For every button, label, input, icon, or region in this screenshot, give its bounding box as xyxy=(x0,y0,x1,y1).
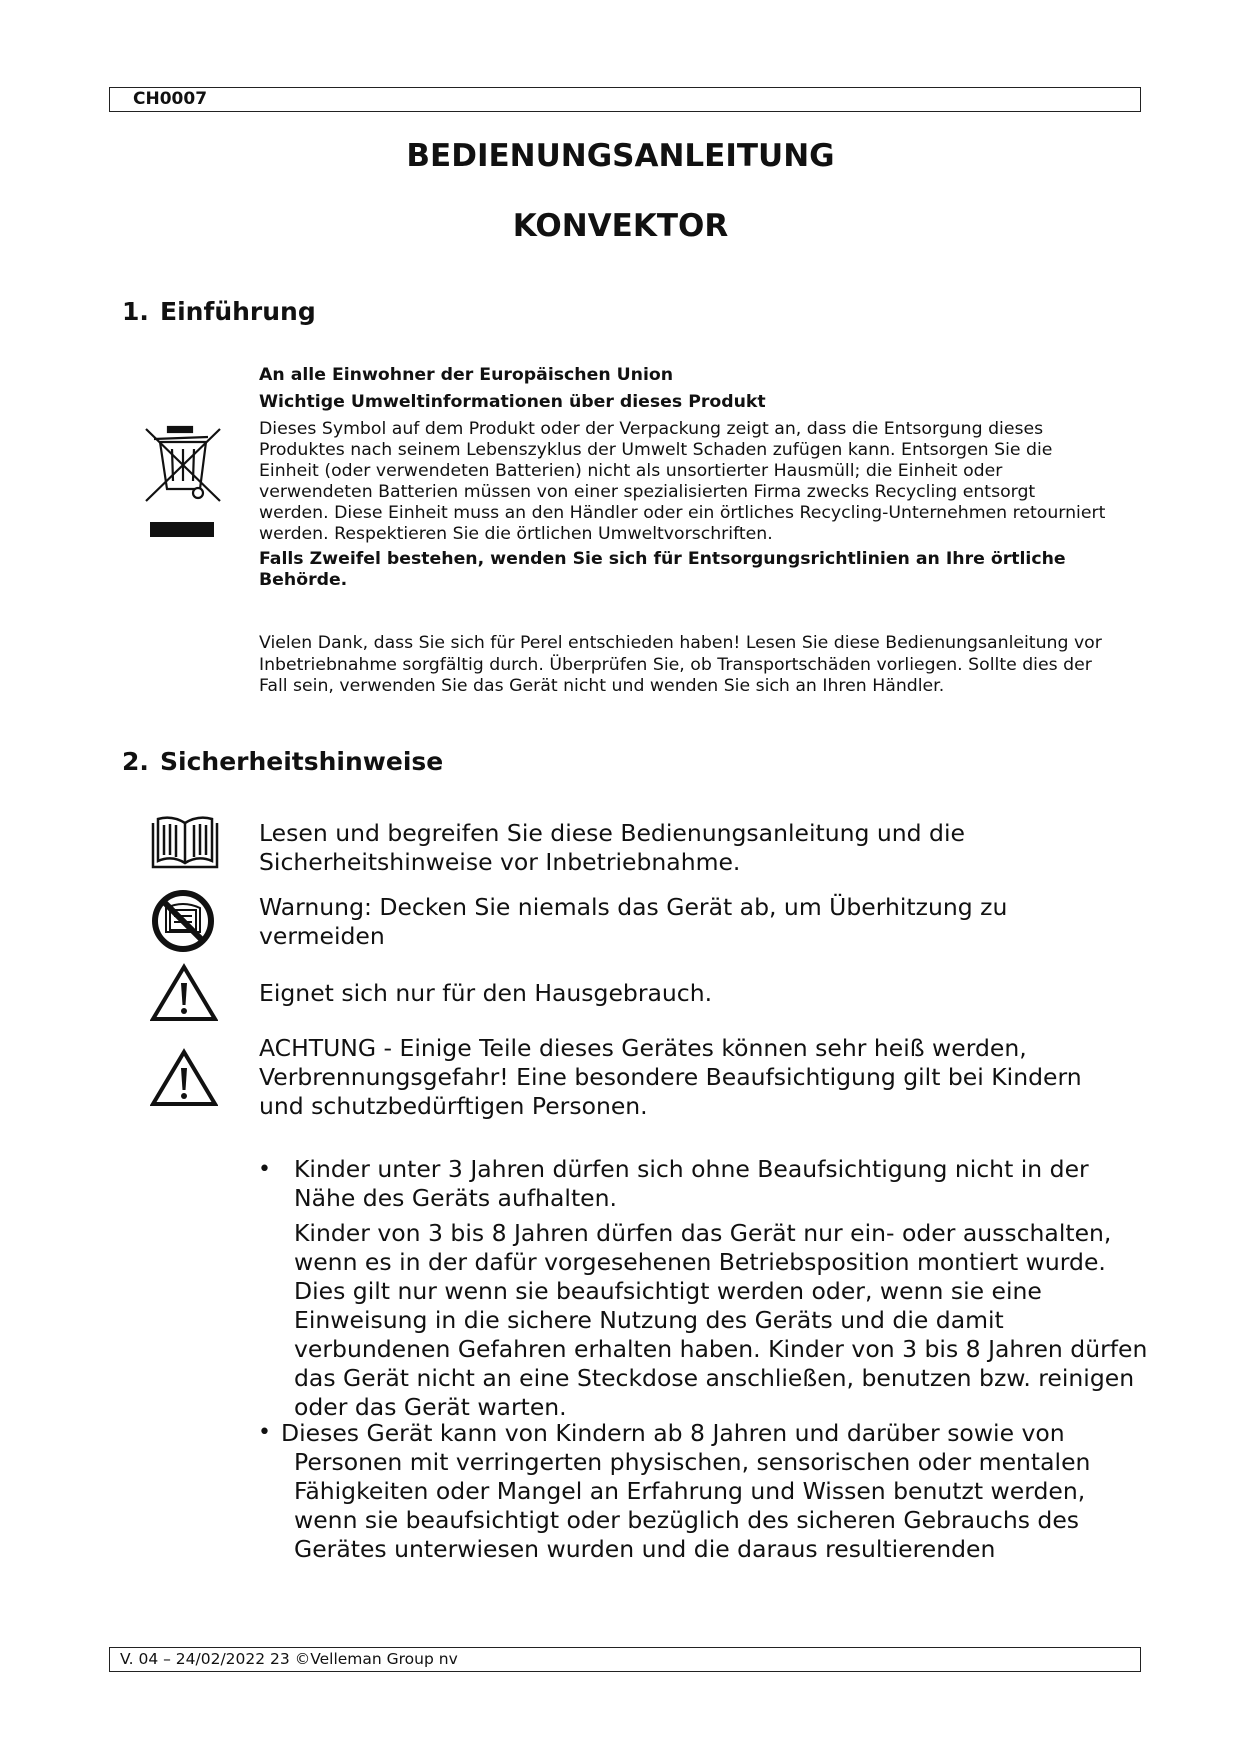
safety-do-not-cover: Warnung: Decken Sie niemals das Gerät ab, um Überhitzung zu vermeiden xyxy=(259,893,1008,950)
footer-version: V. 04 – 24/02/2022 23 ©Velleman Group nv xyxy=(120,1650,458,1668)
intro-block xyxy=(259,365,1109,591)
product-code: CH0007 xyxy=(133,89,208,109)
section-1-title: Einführung xyxy=(160,297,316,326)
section-1-heading xyxy=(122,297,316,326)
bullet-marker: • xyxy=(258,1420,271,1445)
section-2-title: Sicherheitshinweise xyxy=(160,747,444,776)
section-2-heading xyxy=(122,747,443,776)
intro-authority-note: Falls Zweifel bestehen, wenden Sie sich für Entsorgungsrichtlinien an Ihre örtliche Behörde. xyxy=(259,549,1066,590)
header-box xyxy=(109,87,1141,112)
bullet-children-over-8-rest: Personen mit verringerten physischen, sensorischen oder mentalen Fähigkeiten oder Mangel an Erfahrung und Wissen benutzt werden, wenn sie beaufsichtigt oder bezüglich des sicheren Gebrauchs des Gerätes unterwiesen wurden und die daraus resultierenden xyxy=(294,1448,1091,1563)
thanks-paragraph: Vielen Dank, dass Sie sich für Perel entschieden haben! Lesen Sie diese Bedienungsanleitung vor Inbetriebnahme sorgfältig durch. Überprüfen Sie, ob Transportschäden vorliegen. Sollte dies der Fall sein, verwenden Sie das Gerät nicht und wenden Sie sich an Ihren Händler. xyxy=(259,633,1102,696)
warning-triangle-icon xyxy=(150,1048,218,1112)
intro-paragraph: Dieses Symbol auf dem Produkt oder der Verpackung zeigt an, dass die Entsorgung dieses Produktes nach seinem Lebenszyklus der Umwelt Schaden zufügen kann. Entsorgen Sie die Einheit (oder verwendeten Batterien) nicht als unsortierter Hausmüll; die Einheit oder verwendeten Batterien müssen von einer spezialisierten Firma zwecks Recycling entsorgt werden. Diese Einheit muss an den Händler oder ein örtliches Recycling-Unternehmen retourniert werden. Respektieren Sie die örtlichen Umweltvorschriften. xyxy=(259,419,1106,544)
weee-crossed-bin-icon xyxy=(140,423,228,545)
warning-triangle-icon xyxy=(150,963,218,1027)
safety-hot-surfaces: ACHTUNG - Einige Teile dieses Gerätes können sehr heiß werden, Verbrennungsgefahr! Eine besondere Beaufsichtigung gilt bei Kindern und schutzbedürftigen Personen. xyxy=(259,1034,1082,1120)
safety-read-manual: Lesen und begreifen Sie diese Bedienungsanleitung und die Sicherheitshinweise vor Inbetriebnahme. xyxy=(259,819,965,876)
bullet-children-3-to-8: Kinder von 3 bis 8 Jahren dürfen das Gerät nur ein- oder ausschalten, wenn es in der dafür vorgesehenen Betriebsposition montiert wurde. Dies gilt nur wenn sie beaufsichtigt werden oder, wenn sie eine Einweisung in die sichere Nutzung des Geräts und die damit verbundenen Gefahren erhalten haben. Kinder von 3 bis 8 Jahren dürfen das Gerät nicht an eine Steckdose anschließen, benutzen bzw. reinigen oder das Gerät warten. xyxy=(294,1219,1148,1421)
do-not-cover-icon xyxy=(150,888,216,958)
bullet-marker: • xyxy=(258,1157,271,1182)
document-title: BEDIENUNGSANLEITUNG xyxy=(406,138,835,174)
safety-household-use: Eignet sich nur für den Hausgebrauch. xyxy=(259,979,713,1007)
section-2-number: 2. xyxy=(122,747,149,776)
bullet-children-over-8-first-line: Dieses Gerät kann von Kindern ab 8 Jahren und darüber sowie von xyxy=(281,1419,1065,1447)
intro-eu-residents: An alle Einwohner der Europäischen Union xyxy=(259,365,674,385)
product-title: KONVEKTOR xyxy=(512,208,729,244)
intro-environment-heading: Wichtige Umweltinformationen über dieses Produkt xyxy=(259,392,766,412)
section-1-number: 1. xyxy=(122,297,149,326)
bullet-children-under-3: Kinder unter 3 Jahren dürfen sich ohne Beaufsichtigung nicht in der Nähe des Geräts aufhalten. xyxy=(294,1155,1089,1212)
open-book-icon xyxy=(150,815,220,875)
